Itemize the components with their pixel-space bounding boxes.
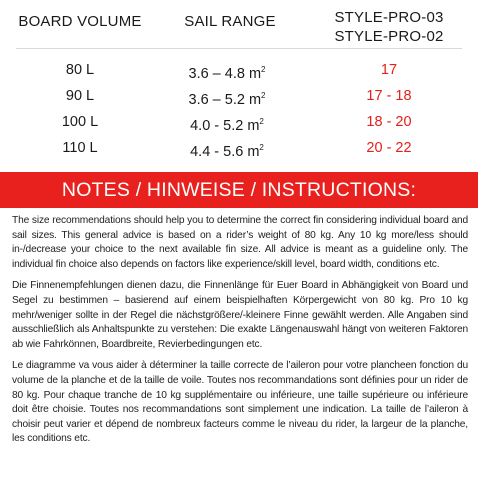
header-divider xyxy=(16,48,462,49)
board-volume-cell: 80 L xyxy=(65,62,95,78)
notes-banner xyxy=(0,172,478,208)
notes-english: The size recommendations should help you to determine the correct fin considering individual board and sail sizes. This general advice is based on a rider’s weight of 80 kg. Any 10 kg more/less should in-/decrease your choice to the next available fin size. All advice is meant as a guideline only. The individual fin choice also depends on factors like experience/skill level, board width, conditions etc. xyxy=(12,215,468,270)
table-row xyxy=(0,109,478,135)
fin-size-cell: 17 xyxy=(380,62,398,78)
table-row xyxy=(0,135,478,161)
board-volume-cell: 90 L xyxy=(65,88,95,104)
header-board-volume: BOARD VOLUME xyxy=(18,13,142,30)
fin-size-cell: 18 - 20 xyxy=(366,114,412,130)
table-row xyxy=(0,57,478,83)
table-row xyxy=(0,83,478,109)
board-volume-cell: 100 L xyxy=(61,114,99,130)
header-model xyxy=(300,8,478,46)
fin-size-cell: 20 - 22 xyxy=(366,140,412,156)
notes-banner-title: NOTES / HINWEISE / INSTRUCTIONS: xyxy=(61,179,417,201)
sail-range-cell: 4.4 - 5.6 $m^2$ xyxy=(190,143,264,160)
sail-range-cell: 4.0 - 5.2 $m^2$ xyxy=(190,117,264,134)
sail-range-cell: 3.6 – 4.8 $m^2$ xyxy=(188,65,266,82)
notes-german: Die Finnenempfehlungen dienen dazu, die Finnenlänge für Euer Board in Abhängigkeit von Board und Segel zu bestimmen – basierend auf einem beispielhaften Körpergewicht von 80 kg. Pro 10 kg mehr/weniger sollte in der Regel die nächstgrößere/-kleinere Finne gewählt werden. Alle Angaben sind ausschließlich als Anhaltspunkte zu verstehen: Die exakte Längenauswahl hängt von weiteren Faktoren ab wie Fahrkönnen, Boardbreite, Revierbedingungen etc. xyxy=(12,280,468,350)
header-sail-range: SAIL RANGE xyxy=(184,13,276,30)
notes-french: Le diagramme va vous aider à déterminer la taille correcte de l’aileron pour votre plancheen fonction du volume de la planche et de la taille de voile. Toutes nos recommandations sont définies pour un rider de 80 kg. Pour chaque tranche de 10 kg supplémentaire ou inférieure, une taille supérieure ou inférieure doit être choisie. Toutes nos recommandations sont simplement une indication. La taille de l’aileron à choisir peut varier et dépend de nombreux facteurs comme le niveau du rider, la largeur de la planche, les conditions etc. xyxy=(12,360,468,445)
header-model-line1: STYLE-PRO-03 xyxy=(334,9,444,26)
fin-size-table xyxy=(0,0,478,172)
sail-range-cell: 3.6 – 5.2 $m^2$ xyxy=(188,91,266,108)
notes-section xyxy=(12,214,468,454)
board-volume-cell: 110 L xyxy=(62,140,98,156)
header-model-line2: STYLE-PRO-02 xyxy=(334,28,444,45)
fin-size-cell: 17 - 18 xyxy=(366,88,412,104)
